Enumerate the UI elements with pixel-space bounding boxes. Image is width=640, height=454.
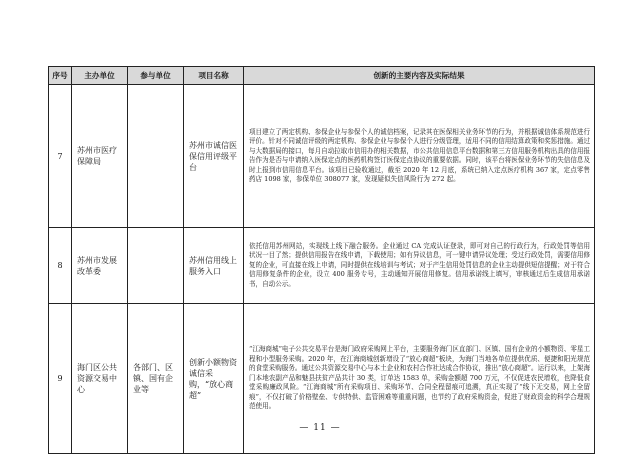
- header-participant: 参与单位: [128, 67, 184, 85]
- header-project-name: 项目名称: [184, 67, 244, 85]
- row-serial-number: 8: [49, 228, 72, 304]
- row-serial-number: 9: [49, 304, 72, 454]
- table-header-row: [49, 67, 595, 85]
- row-project-name: 创新小额物资诚信采购，“放心商超”: [184, 304, 244, 454]
- row-description: 依托信用苏州网站，实现线上线下融合服务。企业通过 CA 完成认证登录，即可对自己的行政行为，行政处罚等信用状况一目了然；提供信用报告在线申请，下载使用；如有异议信息，可一键申请异议处理；受过行政处罚，需要信用修复的企业，可直接在线上申请，同时提供在线培训与考试；对于产生信用处罚信息的企业主动提供短信提醒；对于符合信用修复条件的企业，设立 400 服务专号，主动通知开展信用修复。信用承诺线上填写，审核通过后生成信用承诺书，自动公示。: [244, 228, 595, 304]
- row-participant: [128, 85, 184, 228]
- page-number: — 11 —: [299, 423, 341, 433]
- row-project-name: 苏州信用线上服务入口: [184, 228, 244, 304]
- row-organizer: 海门区公共资源交易中心: [72, 304, 128, 454]
- header-description: 创新的主要内容及实际结果: [244, 67, 595, 85]
- table-row: [49, 228, 595, 304]
- innovation-table: [48, 66, 595, 454]
- row-description: 项目建立了两定机构、参保企业与参保个人的诚信档案，记录其在医保相关业务环节的行为，并根据诚信体系规范进行评价。针对不同诚信评级的两定机构、参保企业与参保个人进行分级管理，适用不同的信用结算政策和奖惩措施。通过与大数据局的接口，每月自动拉取市信用办的相关数据，市公共信用信息平台数据和第三方信用服务机构出具的信用报告作为是否与申请纳入医保定点的医药机构签订医保定点协议的重要依据。同时，该平台将医保业务环节的失信信息及时上报到市信用信息平台。该项目已验收通过，截至 2020 年 12 月底，系统已纳入定点医疗机构 367 家，定点零售药店 1098 家，参保单位 308077 家，发现疑似失信风险行为 272 起。: [244, 85, 595, 228]
- row-participant: 各部门、区镇、国有企业等: [128, 304, 184, 454]
- row-organizer: 苏州市医疗保障局: [72, 85, 128, 228]
- header-organizer: 主办单位: [72, 67, 128, 85]
- row-organizer: 苏州市发展改革委: [72, 228, 128, 304]
- row-project-name: 苏州市诚信医保信用评级平台: [184, 85, 244, 228]
- row-serial-number: 7: [49, 85, 72, 228]
- row-description: “江海商城”电子公共交易平台是海门政府采购网上平台，主要服务海门区直部门、区镇、国有企业的小额物资、零星工程和小型服务采购。2020 年，在江海商城创新增设了“放心商超”板块，为海门当地各单位提供优质、便捷和阳光规范的食堂采购服务。通过公共资源交易中心与本土企业和农村合作社达成合作协议，推出“放心商超”。运行以来，上架海门本地农副产品和魅县扶贫产品共计 30 类，订单达 1583 单，采购金额超 700 万元，不仅促进农民增收，也降低食堂采购廉政风险。“江海商城”所有采购项目、采购环节、合同全程留痕可追溯，真正实现了“线下无交易，网上全留痕”，不仅打破了价格壁垒、专供特供、监管困难等重重问题，也节约了政府采购资金，促进了财政资金的科学合理规范使用。: [244, 304, 595, 454]
- table-row: [49, 85, 595, 228]
- row-participant: [128, 228, 184, 304]
- header-serial-number: 序号: [49, 67, 72, 85]
